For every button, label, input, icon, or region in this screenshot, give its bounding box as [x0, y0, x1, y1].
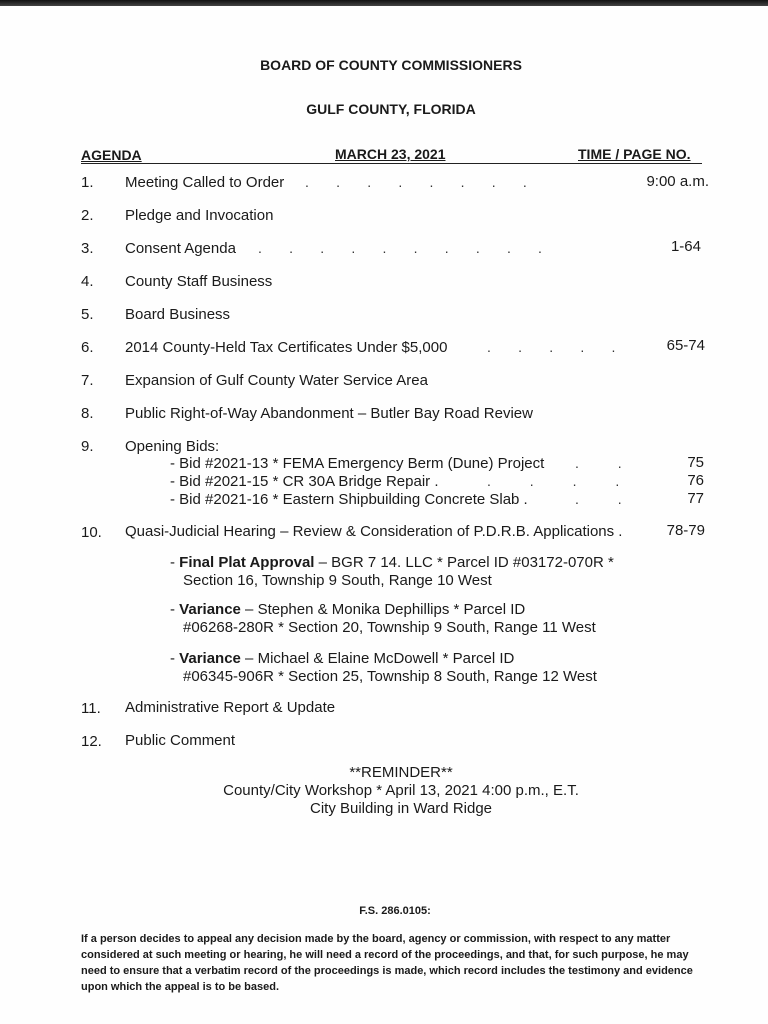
item-number: 6. — [81, 339, 94, 356]
item-text: Opening Bids: — [125, 438, 220, 455]
bid-item: - Bid #2021-15 * CR 30A Bridge Repair . — [170, 473, 439, 490]
application-type: Variance — [179, 650, 241, 667]
item-text: Public Comment — [125, 732, 236, 749]
item-text: Public Right-of-Way Abandonment – Butler Bay Road Review — [125, 405, 533, 422]
leader-dots: . . — [575, 491, 622, 507]
item-text: Expansion of Gulf County Water Service Area — [125, 372, 428, 389]
reminder-workshop: County/City Workshop * April 13, 2021 4:00 p.m., E.T. — [223, 782, 579, 799]
bid-item: - Bid #2021-16 * Eastern Shipbuilding Concrete Slab . — [170, 491, 528, 508]
leader-dots: . . . . . . . . — [305, 174, 527, 190]
leader-dots: . . . . — [487, 473, 620, 489]
item-text: Quasi-Judicial Hearing – Review & Consideration of P.D.R.B. Applications . — [125, 523, 623, 540]
item-page: 65-74 — [666, 337, 705, 354]
item-text: Consent Agenda — [125, 240, 236, 257]
header-rule — [81, 163, 702, 164]
time-page-header: TIME / PAGE NO. — [578, 146, 691, 162]
statute-heading: F.S. 286.0105: — [359, 905, 431, 917]
item-text: Pledge and Invocation — [125, 207, 274, 224]
board-title: BOARD OF COUNTY COMMISSIONERS — [260, 57, 522, 73]
item-number: 5. — [81, 306, 94, 323]
item-number: 11. — [81, 700, 101, 717]
item-number: 1. — [81, 174, 94, 191]
item-number: 2. — [81, 207, 94, 224]
item-time: 9:00 a.m. — [646, 173, 709, 190]
item-number: 10. — [81, 524, 102, 541]
reminder-title: **REMINDER** — [349, 764, 453, 781]
application-item: - Final Plat Approval – BGR 7 14. LLC * Parcel ID #03172-070R * Section 16, Township 9 South, Range 10 West — [170, 554, 614, 589]
top-border — [0, 0, 768, 6]
bid-page: 75 — [687, 454, 704, 471]
item-page: 78-79 — [666, 522, 705, 539]
bid-page: 76 — [687, 472, 704, 489]
item-number: 9. — [81, 438, 94, 455]
item-text: 2014 County-Held Tax Certificates Under $5,000 — [125, 339, 448, 356]
date-header: MARCH 23, 2021 — [335, 146, 446, 162]
item-text: Administrative Report & Update — [125, 699, 336, 716]
item-text: County Staff Business — [125, 273, 273, 290]
application-type: Variance — [179, 601, 241, 618]
item-page: 1-64 — [670, 238, 701, 255]
agenda-header: AGENDA — [81, 147, 142, 163]
county-title: GULF COUNTY, FLORIDA — [306, 101, 476, 117]
item-text: Meeting Called to Order — [125, 174, 285, 191]
leader-dots: . . . . . — [487, 339, 616, 355]
item-number: 8. — [81, 405, 94, 422]
application-item: - Variance – Stephen & Monika Dephillips * Parcel ID #06268-280R * Section 20, Township 9 South, Range 11 West — [170, 601, 596, 636]
bid-page: 77 — [687, 490, 704, 507]
item-number: 12. — [81, 733, 102, 750]
appeal-notice: If a person decides to appeal any decision made by the board, agency or commission, with respect to any matter considered at such meeting or hearing, he will need a record of the proceedings, and that, for such purpose, he may need to ensure that a verbatim record of the proceedings is made, which record includes the testimony and evidence upon which the appeal is to be based. — [81, 933, 693, 993]
bid-item: - Bid #2021-13 * FEMA Emergency Berm (Dune) Project — [170, 455, 545, 472]
item-number: 4. — [81, 273, 94, 290]
reminder-location: City Building in Ward Ridge — [309, 800, 493, 817]
item-number: 7. — [81, 372, 94, 389]
application-type: Final Plat Approval — [179, 554, 315, 571]
item-text: Board Business — [125, 306, 231, 323]
application-item: - Variance – Michael & Elaine McDowell * Parcel ID #06345-906R * Section 25, Township 8 South, Range 12 West — [170, 650, 597, 685]
leader-dots: . . . . . . . . . . — [258, 240, 542, 256]
leader-dots: . . — [575, 455, 622, 471]
item-number: 3. — [81, 240, 94, 257]
